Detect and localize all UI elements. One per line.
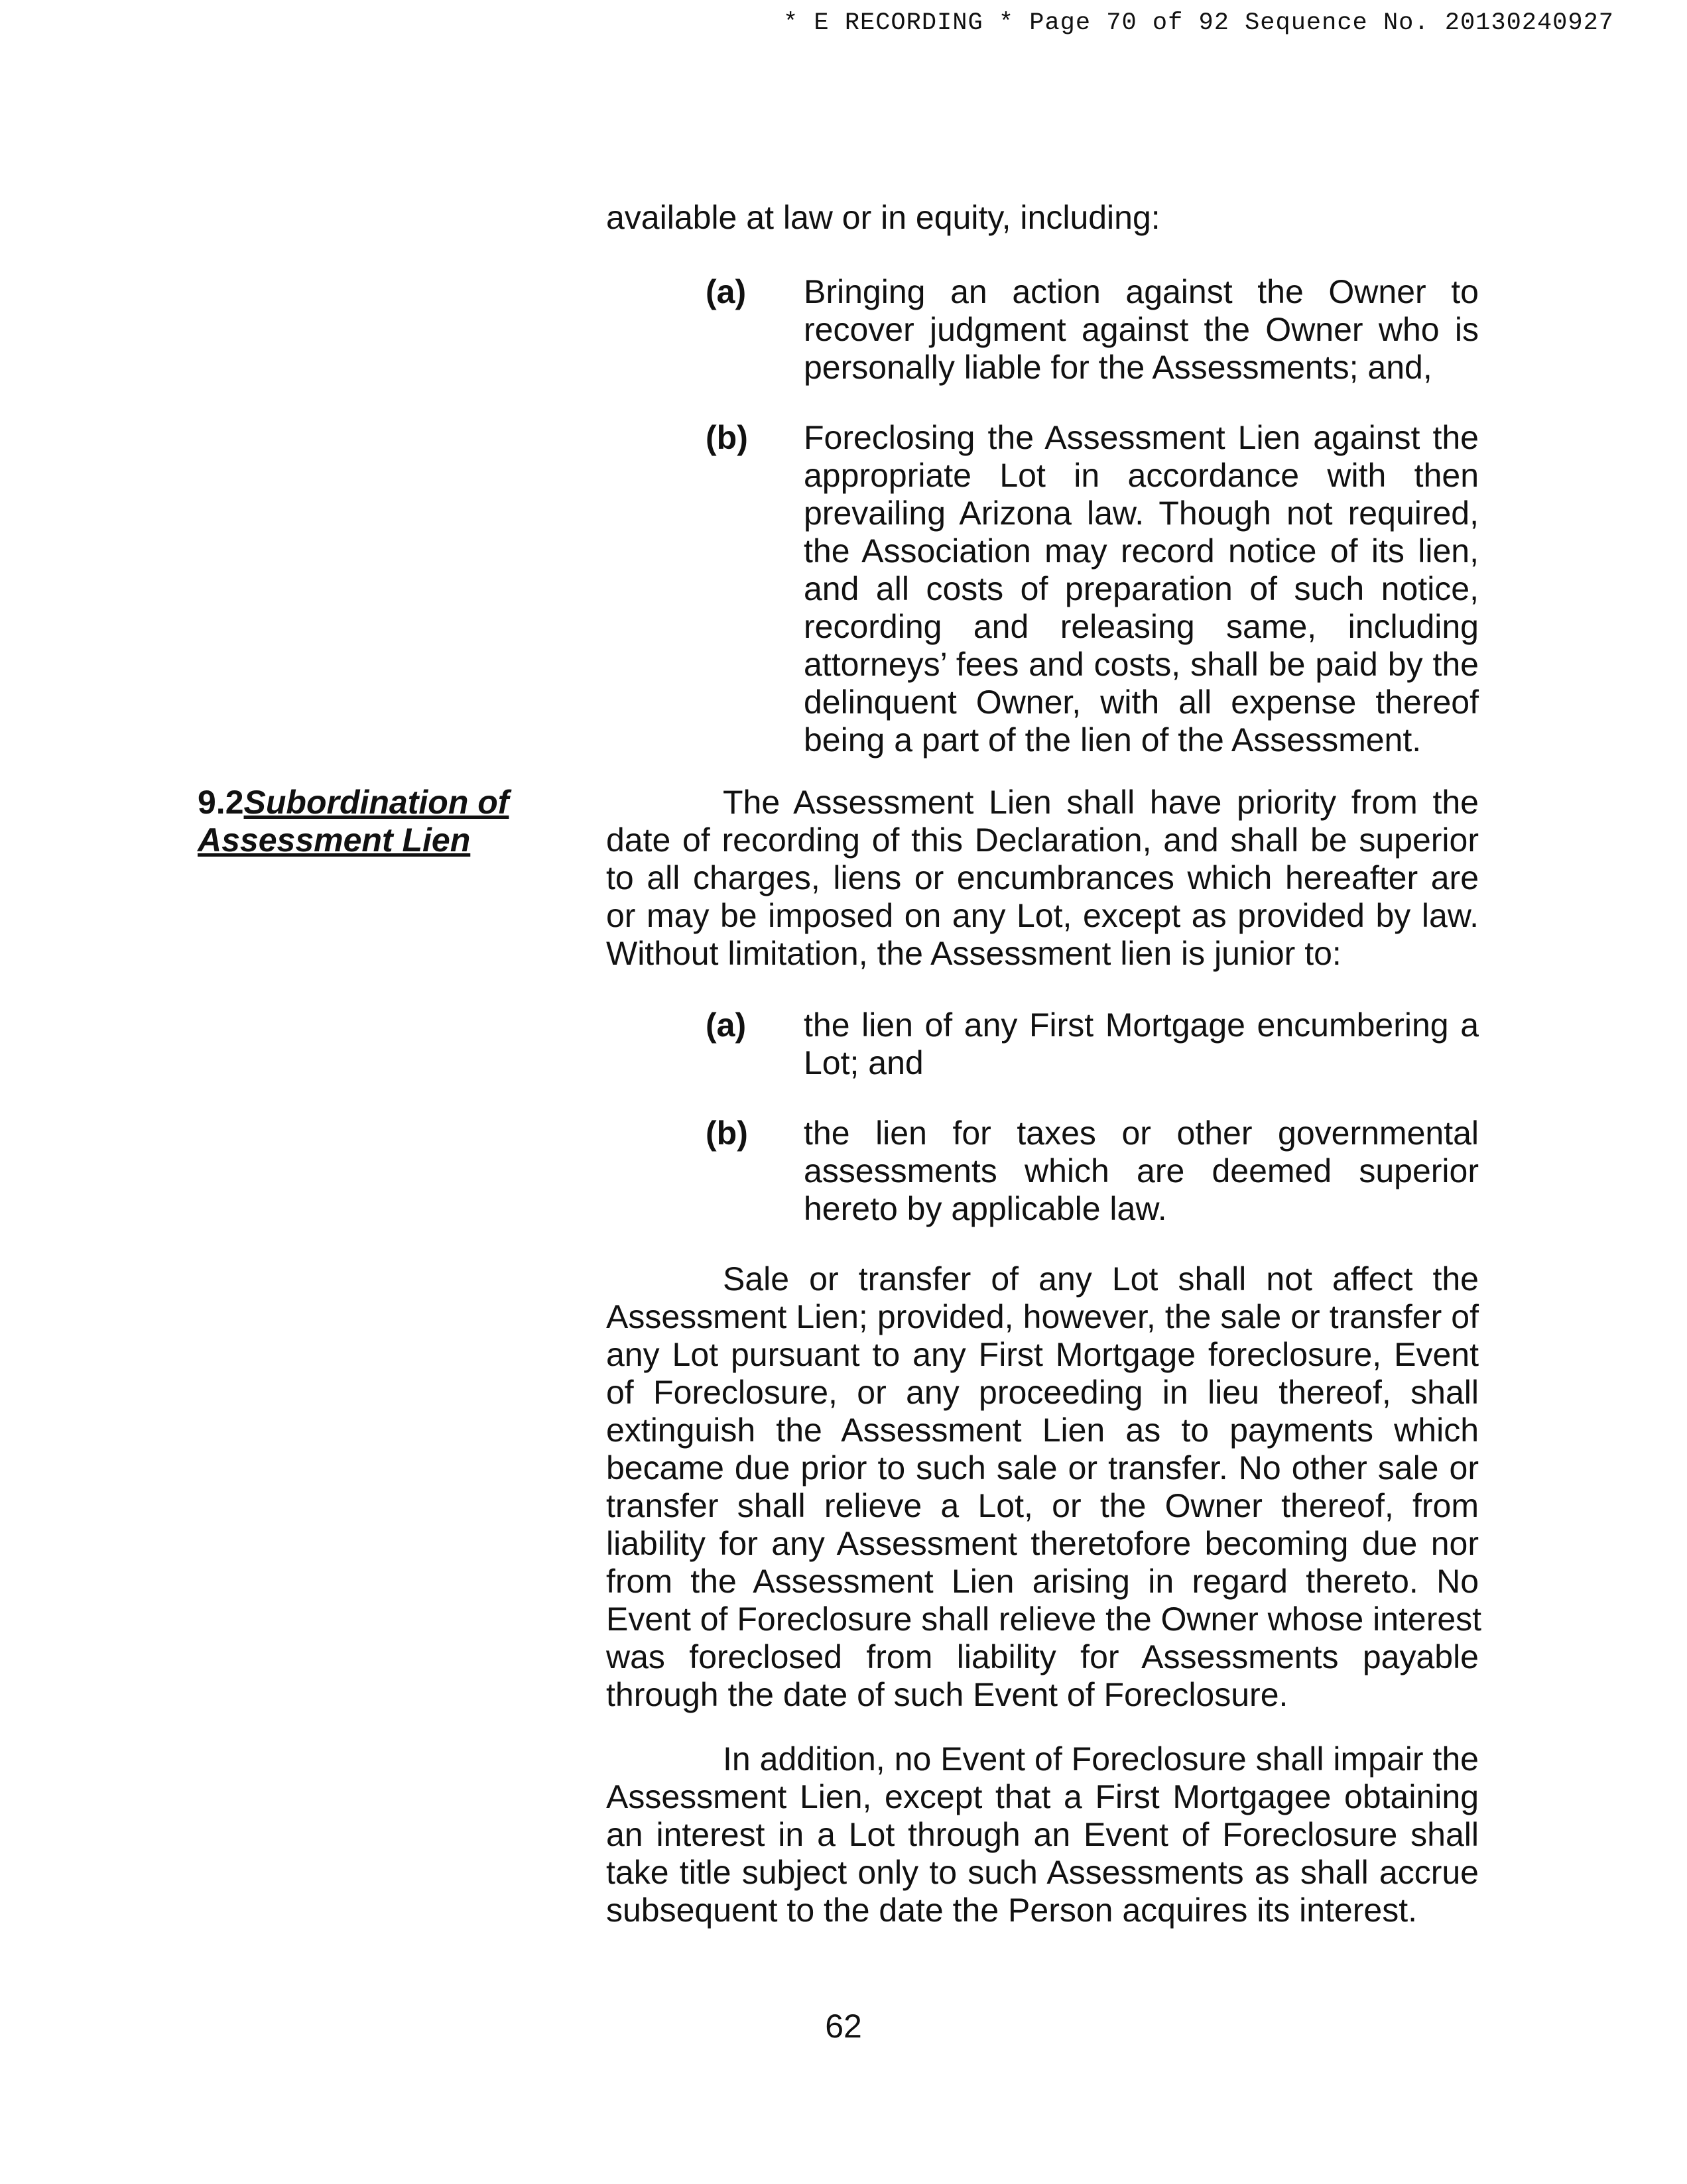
text-line: extinguish the Assessment Lien as to payments which bbox=[606, 1412, 1479, 1449]
junior-a-text bbox=[804, 1006, 1479, 1082]
text-line: the Association may record notice of its lien, bbox=[804, 532, 1479, 570]
text-line: Assessment Lien, except that a First Mortgagee obtaining bbox=[606, 1778, 1479, 1815]
text-line: hereto by applicable law. bbox=[804, 1190, 1167, 1227]
text-line: prevailing Arizona law. Though not required, bbox=[804, 495, 1479, 532]
text-line: subsequent to the date the Person acquires its interest. bbox=[606, 1892, 1417, 1929]
intro-line: available at law or in equity, including: bbox=[606, 199, 1160, 236]
text-line: recording and releasing same, including bbox=[804, 608, 1479, 645]
text-line: date of recording of this Declaration, and shall be superior bbox=[606, 821, 1479, 859]
text-line: attorneys’ fees and costs, shall be paid by the bbox=[804, 646, 1479, 683]
text-line: Foreclosing the Assessment Lien against the bbox=[804, 419, 1479, 456]
text-line: from the Assessment Lien arising in regard thereto. No bbox=[606, 1563, 1479, 1600]
section-caption-line2: Assessment Lien bbox=[198, 821, 471, 859]
text-line: and all costs of preparation of such notice, bbox=[804, 570, 1479, 607]
text-line: the lien for taxes or other governmental bbox=[804, 1115, 1479, 1152]
text-line: Lot; and bbox=[804, 1044, 924, 1081]
recording-header: * E RECORDING * Page 70 of 92 Sequence No. 20130240927 bbox=[783, 9, 1614, 37]
section-caption-line1: Subordination of bbox=[243, 784, 509, 821]
text-line: The Assessment Lien shall have priority from the bbox=[723, 784, 1479, 821]
sale-paragraph bbox=[606, 1260, 1482, 1714]
remedy-a-text bbox=[804, 273, 1479, 387]
text-line: was foreclosed from liability for Assessments payable bbox=[606, 1638, 1479, 1675]
text-line: the lien of any First Mortgage encumbering a bbox=[804, 1006, 1479, 1044]
text-line: Event of Foreclosure shall relieve the Owner whose interest bbox=[606, 1601, 1482, 1638]
junior-b-text bbox=[804, 1115, 1479, 1228]
text-line: recover judgment against the Owner who is bbox=[804, 311, 1479, 348]
text-line: assessments which are deemed superior bbox=[804, 1152, 1479, 1189]
text-line: personally liable for the Assessments; and, bbox=[804, 349, 1432, 386]
junior-b-label: (b) bbox=[706, 1115, 748, 1152]
remedy-b-label: (b) bbox=[706, 419, 748, 456]
text-line: Without limitation, the Assessment lien is junior to: bbox=[606, 935, 1342, 972]
text-line: to all charges, liens or encumbrances which hereafter are bbox=[606, 859, 1479, 896]
junior-a-label: (a) bbox=[706, 1006, 747, 1044]
text-line: In addition, no Event of Foreclosure shall impair the bbox=[723, 1740, 1479, 1778]
text-line: delinquent Owner, with all expense thereof bbox=[804, 684, 1479, 721]
page-number: 62 bbox=[825, 2008, 862, 2045]
section-intro-paragraph bbox=[606, 784, 1479, 973]
text-line: of Foreclosure, or any proceeding in lieu thereof, shall bbox=[606, 1374, 1479, 1411]
text-line: through the date of such Event of Foreclosure. bbox=[606, 1676, 1288, 1713]
text-line: became due prior to such sale or transfer. No other sale or bbox=[606, 1449, 1479, 1486]
text-line: Assessment Lien; provided, however, the sale or transfer of bbox=[606, 1298, 1479, 1335]
text-line: an interest in a Lot through an Event of Foreclosure shall bbox=[606, 1816, 1479, 1853]
text-line: liability for any Assessment theretofore becoming due nor bbox=[606, 1525, 1479, 1562]
text-line: any Lot pursuant to any First Mortgage foreclosure, Event bbox=[606, 1336, 1479, 1373]
text-line: being a part of the lien of the Assessment. bbox=[804, 721, 1422, 758]
addition-paragraph bbox=[606, 1740, 1479, 1929]
text-line: appropriate Lot in accordance with then bbox=[804, 457, 1479, 494]
text-line: Bringing an action against the Owner to bbox=[804, 273, 1479, 310]
remedy-b-text bbox=[804, 419, 1479, 759]
section-number: 9.2 bbox=[198, 784, 244, 821]
section-caption bbox=[198, 784, 542, 859]
remedy-a-label: (a) bbox=[706, 273, 747, 310]
text-line: take title subject only to such Assessments as shall accrue bbox=[606, 1854, 1479, 1891]
text-line: or may be imposed on any Lot, except as provided by law. bbox=[606, 897, 1479, 934]
text-line: Sale or transfer of any Lot shall not affect the bbox=[723, 1260, 1479, 1298]
text-line: transfer shall relieve a Lot, or the Owner thereof, from bbox=[606, 1487, 1479, 1524]
